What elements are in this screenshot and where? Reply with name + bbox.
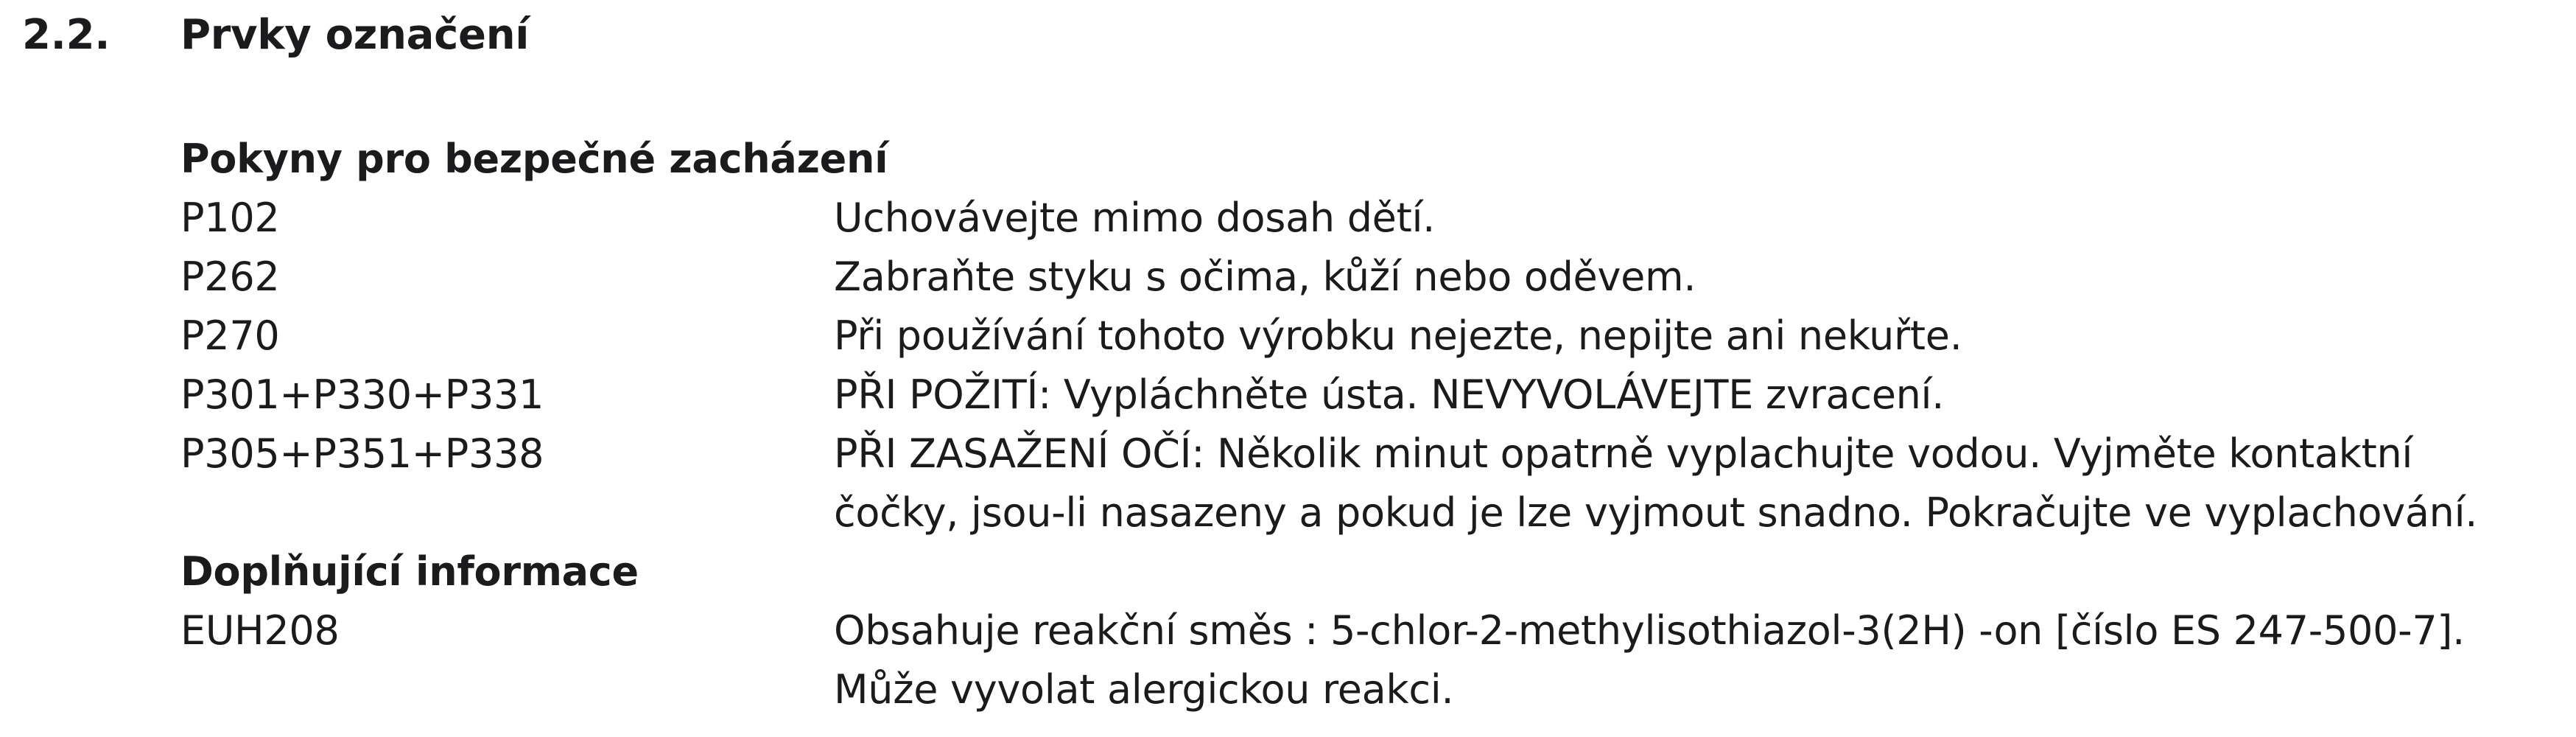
section-heading (22, 6, 529, 65)
statement-row (180, 366, 2523, 425)
statement-code: P301+P330+P331 (180, 371, 544, 418)
precautionary-statements-heading: Pokyny pro bezpečné zacházení (180, 136, 888, 182)
statement-code: EUH208 (180, 607, 340, 654)
section-content (180, 130, 2523, 719)
statement-row (180, 189, 2523, 248)
statement-text: Uchovávejte mimo dosah dětí. (834, 195, 1436, 241)
section-number: 2.2. (22, 11, 110, 59)
statement-row (180, 601, 2523, 719)
section-title: Prvky označení (180, 11, 530, 59)
statement-text: Obsahuje reakční směs : 5-chlor-2-methylisothiazol-3(2H) -on [číslo ES 247-500-7]. Může vyvolat alergickou reakci. (834, 607, 2466, 713)
statement-row (180, 307, 2523, 366)
statement-text: PŘI ZASAŽENÍ OČÍ: Několik minut opatrně vyplachujte vodou. Vyjměte kontaktní čočky, jsou-li nasazeny a pokud je lze vyjmout snadno. Pokračujte ve vyplachování. (834, 430, 2478, 536)
statement-code: P102 (180, 195, 280, 241)
statement-text: PŘI POŽITÍ: Vypláchněte ústa. NEVYVOLÁVEJTE zvracení. (834, 371, 1945, 418)
statement-text: Při používání tohoto výrobku nejezte, nepijte ani nekuřte. (834, 312, 1962, 359)
supplemental-info-heading: Doplňující informace (180, 548, 639, 595)
statement-text: Zabraňte styku s očima, kůží nebo oděvem. (834, 254, 1696, 300)
statement-code: P270 (180, 312, 280, 359)
statement-row (180, 248, 2523, 307)
statement-code: P262 (180, 254, 280, 300)
statement-code: P305+P351+P338 (180, 430, 544, 477)
statement-row (180, 425, 2523, 542)
